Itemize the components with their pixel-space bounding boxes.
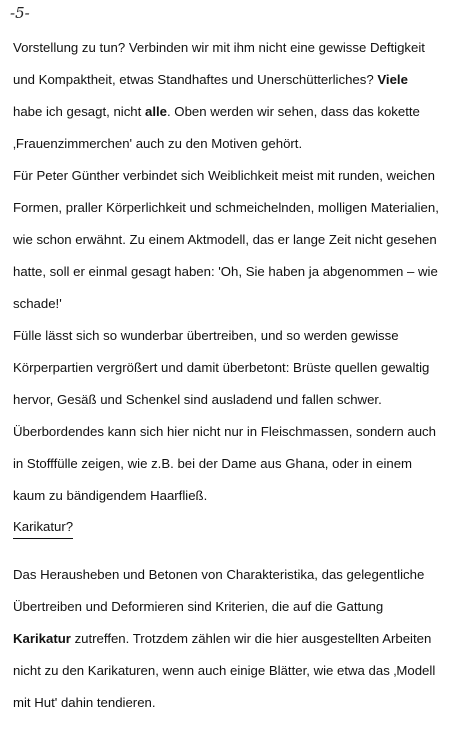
bold-word-alle: alle bbox=[144, 104, 167, 119]
text-span: . Oben werden wir sehen, dass das kokette bbox=[166, 104, 420, 119]
bold-word-karikatur: Karikatur bbox=[13, 631, 71, 646]
text-line: ‚Frauenzimmerchen' auch zu den Motiven gehört. bbox=[13, 136, 303, 151]
text-span: habe ich gesagt, nicht bbox=[13, 104, 142, 119]
text-line: Fülle lässt sich so wunderbar übertreiben, und so werden gewisse bbox=[13, 328, 399, 343]
text-line: Vorstellung zu tun? Verbinden wir mit ihm nicht eine gewisse Deftigkeit bbox=[13, 40, 425, 55]
text-line: Das Herausheben und Betonen von Charakteristika, das gelegentliche bbox=[13, 567, 425, 582]
text-line: hatte, soll er einmal gesagt haben: 'Oh, Sie haben ja abgenommen – wie bbox=[13, 264, 438, 279]
page-number: -5- bbox=[10, 4, 30, 22]
text-line: in Stofffülle zeigen, wie z.B. bei der Dame aus Ghana, oder in einem bbox=[13, 456, 413, 471]
text-line: Überbordendes kann sich hier nicht nur in Fleischmassen, sondern auch bbox=[13, 424, 436, 439]
text-line bbox=[13, 104, 420, 120]
text-line: Übertreiben und Deformieren sind Kriterien, die auf die Gattung bbox=[13, 599, 384, 614]
text-line: nicht zu den Karikaturen, wenn auch einige Blätter, wie etwa das ‚Modell bbox=[13, 663, 436, 678]
section-heading: Karikatur? bbox=[13, 519, 73, 539]
text-line: kaum zu bändigendem Haarfließ. bbox=[13, 488, 208, 503]
text-span: zutreffen. Trotzdem zählen wir die hier ausgestellten Arbeiten bbox=[70, 631, 432, 646]
text-line: schade!' bbox=[13, 296, 62, 311]
bold-word-viele: Viele bbox=[377, 72, 408, 87]
text-line: wie schon erwähnt. Zu einem Aktmodell, das er lange Zeit nicht gesehen bbox=[13, 232, 437, 247]
text-span: und Kompaktheit, etwas Standhaftes und Unerschütterliches? bbox=[13, 72, 374, 87]
text-line: mit Hut' dahin tendieren. bbox=[13, 695, 156, 710]
text-line: Körperpartien vergrößert und damit überbetont: Brüste quellen gewaltig bbox=[13, 360, 430, 375]
text-line: hervor, Gesäß und Schenkel sind ausladend und fallen schwer. bbox=[13, 392, 382, 407]
text-line: Für Peter Günther verbindet sich Weiblichkeit meist mit runden, weichen bbox=[13, 168, 435, 183]
text-line bbox=[13, 631, 431, 647]
text-line: Formen, praller Körperlichkeit und schmeichelnden, molligen Materialien, bbox=[13, 200, 439, 215]
text-line bbox=[13, 72, 408, 88]
